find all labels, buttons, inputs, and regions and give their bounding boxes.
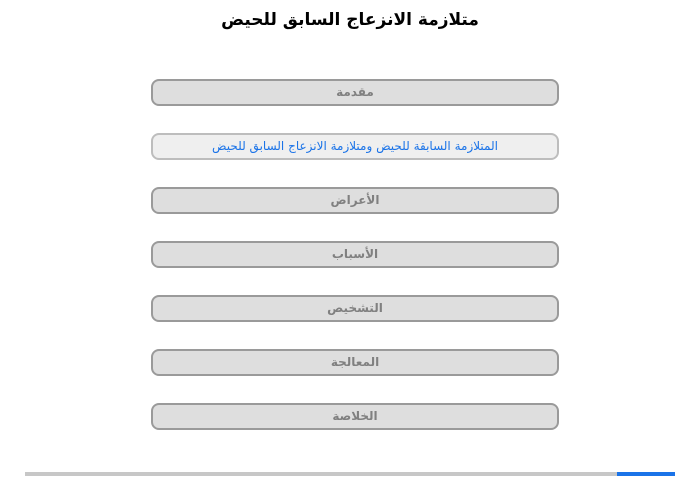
progress-bar-fill [617,472,676,476]
topic-menu [151,79,559,457]
menu-item-diagnosis[interactable]: التشخيص [151,295,559,322]
menu-item-treatment[interactable]: المعالجة [151,349,559,376]
menu-item-summary[interactable]: الخلاصة [151,403,559,430]
menu-item-causes[interactable]: الأسباب [151,241,559,268]
menu-item-introduction[interactable]: مقدمة [151,79,559,106]
menu-item-symptoms[interactable]: الأعراض [151,187,559,214]
progress-bar [25,472,675,476]
menu-item-pms-pmdd[interactable]: المتلازمة السابقة للحيض ومتلازمة الانزعاج السابق للحيض [151,133,559,160]
page-title: متلازمة الانزعاج السابق للحيض [221,10,479,30]
